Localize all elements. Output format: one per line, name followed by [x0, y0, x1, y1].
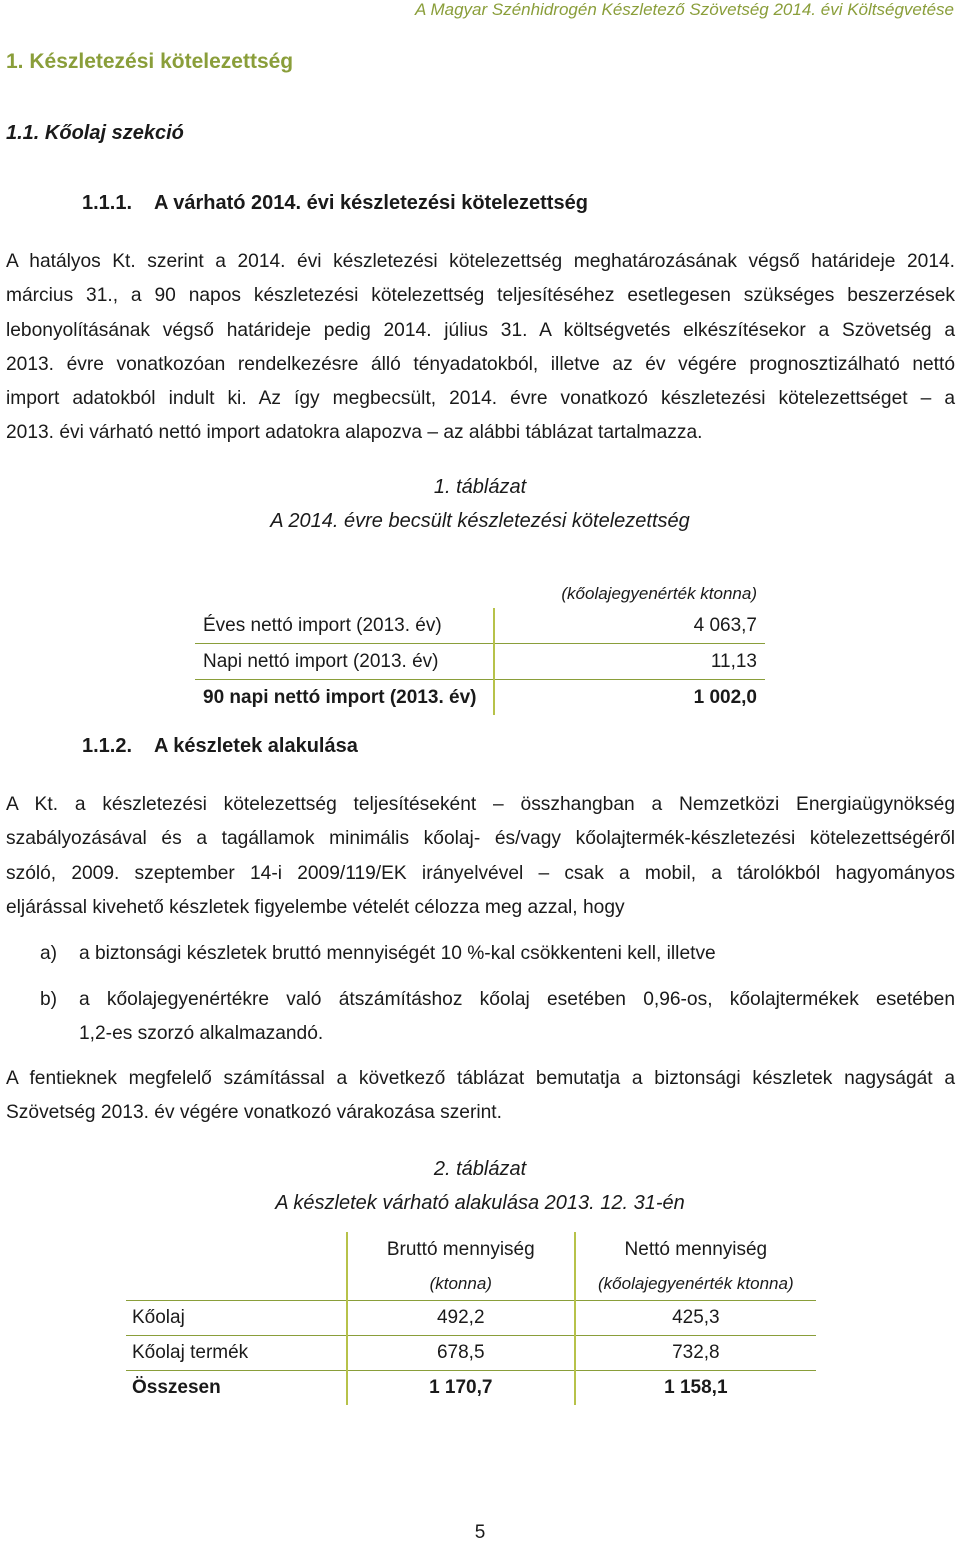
list-item-text: a biztonsági készletek bruttó mennyiségét 10 %-kal csökkenteni kell, illetve [79, 943, 716, 964]
document-header-title: A Magyar Szénhidrogén Készletező Szövetség 2014. évi Költségvetése [415, 0, 954, 19]
paragraph-line: lebonyolításának végső határideje pedig 2014. július 31. A költségvetés elkészítésekor a Szövetség a [6, 319, 955, 341]
table-cell-net: 1 158,1 [575, 1371, 816, 1406]
table-cell-net: 425,3 [575, 1301, 816, 1336]
section-heading-1-1-1 [82, 192, 588, 215]
paragraph-line: A hatályos Kt. szerint a 2014. évi készletezési kötelezettség meghatározásának végső határideje 2014. [6, 251, 955, 272]
table-row [126, 1371, 816, 1406]
paragraph-line: A fentieknek megfelelő számítással a következő táblázat bemutatja a biztonsági készletek nagyságát a [6, 1068, 955, 1089]
list-item [40, 983, 955, 1052]
paragraph-line: március 31., a 90 napos készletezési kötelezettség teljesítéséhez esetlegesen szükséges beszerzések [6, 285, 955, 307]
paragraph-line: Szövetség 2013. év végére vonatkozó várakozása szerint. [6, 1102, 502, 1124]
column-header-gross: Bruttó mennyiség [347, 1232, 575, 1268]
list-item-text: 1,2-es szorzó alkalmazandó. [79, 1023, 324, 1045]
section-heading-1: 1. Készletezési kötelezettség [6, 50, 294, 73]
table-cell-label: 90 napi nettó import (2013. év) [195, 680, 494, 716]
paragraph-2 [6, 788, 955, 925]
table-cell-net: 732,8 [575, 1336, 816, 1371]
list-marker: b) [40, 989, 58, 1010]
table-cell-value: 11,13 [494, 644, 765, 680]
table-1-unit: (kőolajegyenérték ktonna) [561, 584, 757, 603]
table-cell-gross: 1 170,7 [347, 1371, 575, 1406]
paragraph-line: 2013. évre vonatkozóan rendelkezésre álló tényadatokból, illetve az év végére prognosztizálható nettó [6, 353, 955, 375]
paragraph-line: szabályozásával és a tagállamok minimális kőolaj- és/vagy kőolajtermék-készletezési kötelezettségéről [6, 828, 955, 850]
table-cell-gross: 492,2 [347, 1301, 575, 1336]
table-row [126, 1336, 816, 1371]
table-row [195, 644, 765, 680]
table-cell-value: 4 063,7 [494, 608, 765, 644]
table-cell-value: 1 002,0 [693, 686, 757, 708]
table-2-title: A készletek várható alakulása 2013. 12. 31-én [275, 1192, 685, 1214]
section-heading-1-1: 1.1. Kőolaj szekció [6, 122, 184, 144]
section-title: A készletek alakulása [154, 735, 358, 757]
table-row [195, 608, 765, 644]
table-1 [195, 580, 765, 715]
paragraph-1 [6, 245, 955, 451]
table-1-title: A 2014. évre becsült készletezési kötelezettség [270, 510, 690, 532]
section-number: 1.1.1. [82, 192, 133, 214]
list-item-text: a kőolajegyenértékre való átszámításhoz kőolaj esetében 0,96-os, kőolajtermékek esetében [79, 989, 955, 1010]
paragraph-line: eljárással kivehető készletek figyelembe vételét célozza meg azzal, hogy [6, 896, 625, 918]
list-marker: a) [40, 943, 58, 964]
table-cell-label: Kőolaj [126, 1301, 347, 1336]
section-heading-1-1-2 [82, 735, 358, 758]
table-header-row [126, 1232, 816, 1268]
paragraph-line: import adatokból indult ki. Az így megbecsült, 2014. évre vonatkozó készletezési kötelezettséget – a [6, 388, 955, 410]
list-item [40, 937, 955, 971]
table-cell-gross: 678,5 [347, 1336, 575, 1371]
table-cell-label: Összesen [132, 1377, 221, 1398]
page-number: 5 [474, 1522, 486, 1543]
table-unit-row [126, 1268, 816, 1301]
column-unit-net: (kőolajegyenérték ktonna) [575, 1268, 816, 1301]
table-2-caption: 2. táblázat [433, 1158, 527, 1180]
table-cell-label: Éves nettó import (2013. év) [195, 608, 494, 644]
section-number: 1.1.2. [82, 735, 133, 757]
table-cell-label: Napi nettó import (2013. év) [195, 644, 494, 680]
table-1-caption: 1. táblázat [433, 476, 527, 498]
paragraph-line: A Kt. a készletezési kötelezettség teljesítéseként – összhangban a Nemzetközi Energiaügynökség [6, 794, 955, 815]
paragraph-line: szóló, 2009. szeptember 14-i 2009/119/EK irányelvével – csak a mobil, a tárolókból hagyományos [6, 862, 955, 884]
column-header-net: Nettó mennyiség [575, 1232, 816, 1268]
table-2 [126, 1232, 816, 1405]
section-title: A várható 2014. évi készletezési kötelezettség [154, 192, 588, 214]
column-unit-gross: (ktonna) [347, 1268, 575, 1301]
paragraph-line: 2013. évi várható nettó import adatokra alapozva – az alábbi táblázat tartalmazza. [6, 422, 703, 444]
table-cell-label: Kőolaj termék [126, 1336, 347, 1371]
table-row [195, 680, 765, 716]
paragraph-3 [6, 1062, 955, 1131]
table-row [126, 1301, 816, 1336]
